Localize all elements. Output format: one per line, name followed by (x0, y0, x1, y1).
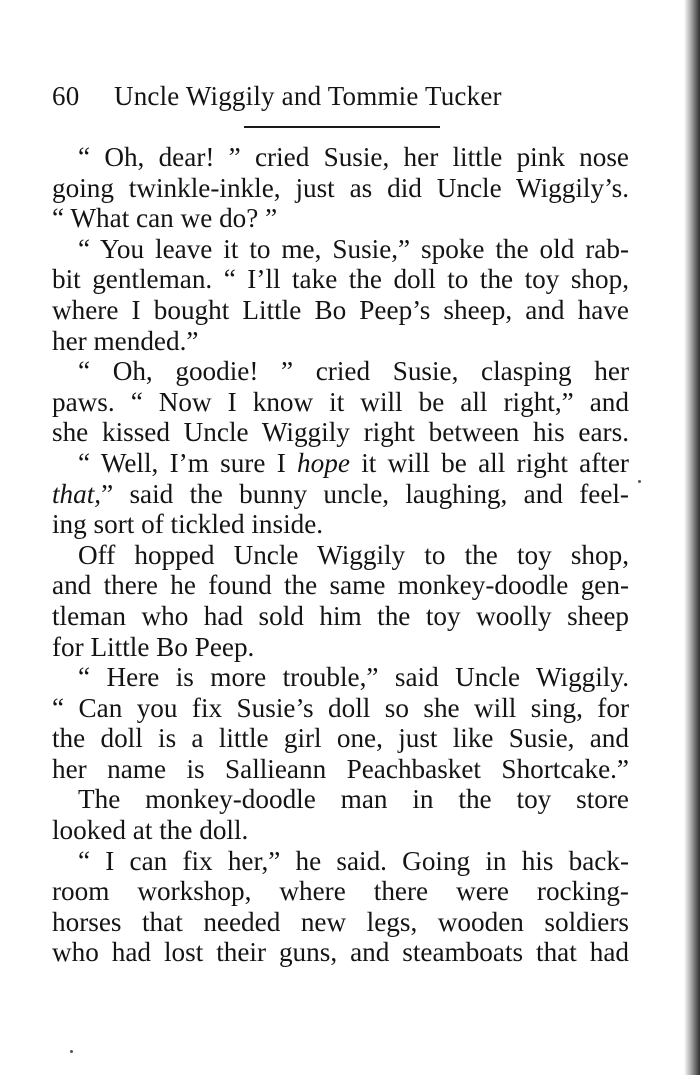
text-line: “ Here is more trouble,” said Uncle Wiggily. (78, 662, 629, 693)
text-line: that,” said the bunny uncle, laughing, and feel- (52, 478, 629, 509)
header-rule (244, 126, 440, 128)
page-number: 60 (52, 81, 80, 111)
text-line: “ Oh, goodie! ” cried Susie, clasping her (78, 356, 629, 387)
text-line: her mended.” (52, 325, 199, 356)
body-text (52, 142, 629, 968)
binding-edge-shadow (684, 0, 700, 1075)
text-line: “ Oh, dear! ” cried Susie, her little pink nose (78, 142, 629, 172)
text-line: bit gentleman. “ I’ll take the doll to the toy shop, (52, 264, 629, 295)
text-line: “ What can we do? ” (52, 203, 278, 234)
text-line: “ You leave it to me, Susie,” spoke the old rab- (78, 233, 629, 264)
text-line: where I bought Little Bo Peep’s sheep, and have (52, 294, 629, 325)
text-line: she kissed Uncle Wiggily right between his ears. (52, 417, 629, 448)
running-header (52, 76, 652, 116)
text-line: horses that needed new legs, wooden soldiers (52, 906, 629, 937)
text-line: and there he found the same monkey-doodle gen- (52, 570, 629, 601)
paper-speck (638, 480, 641, 483)
text-line: The monkey-doodle man in the toy store (78, 784, 629, 815)
text-line: paws. “ Now I know it will be all right,” and (52, 386, 629, 417)
text-line: going twinkle-inkle, just as did Uncle Wiggily’s. (52, 172, 629, 203)
text-line: her name is Sallieann Peachbasket Shortcake.” (52, 753, 629, 784)
text-line: for Little Bo Peep. (52, 631, 255, 662)
paper-speck (70, 1050, 73, 1053)
running-title: Uncle Wiggily and Tommie Tucker (114, 81, 502, 111)
text-line: who had lost their guns, and steamboats that had (52, 937, 629, 968)
text-line: the doll is a little girl one, just like Susie, and (52, 723, 629, 754)
text-line: looked at the doll. (52, 815, 249, 846)
text-line: “ Well, I’m sure I hope it will be all right after (78, 447, 629, 478)
text-line: Off hopped Uncle Wiggily to the toy shop, (78, 539, 629, 570)
text-line: “ Can you fix Susie’s doll so she will sing, for (52, 692, 629, 723)
text-line: room workshop, where there were rocking- (52, 876, 629, 907)
text-line: ing sort of tickled inside. (52, 509, 324, 540)
text-line: “ I can fix her,” he said. Going in his back- (78, 845, 629, 876)
text-line: tleman who had sold him the toy woolly sheep (52, 600, 629, 631)
